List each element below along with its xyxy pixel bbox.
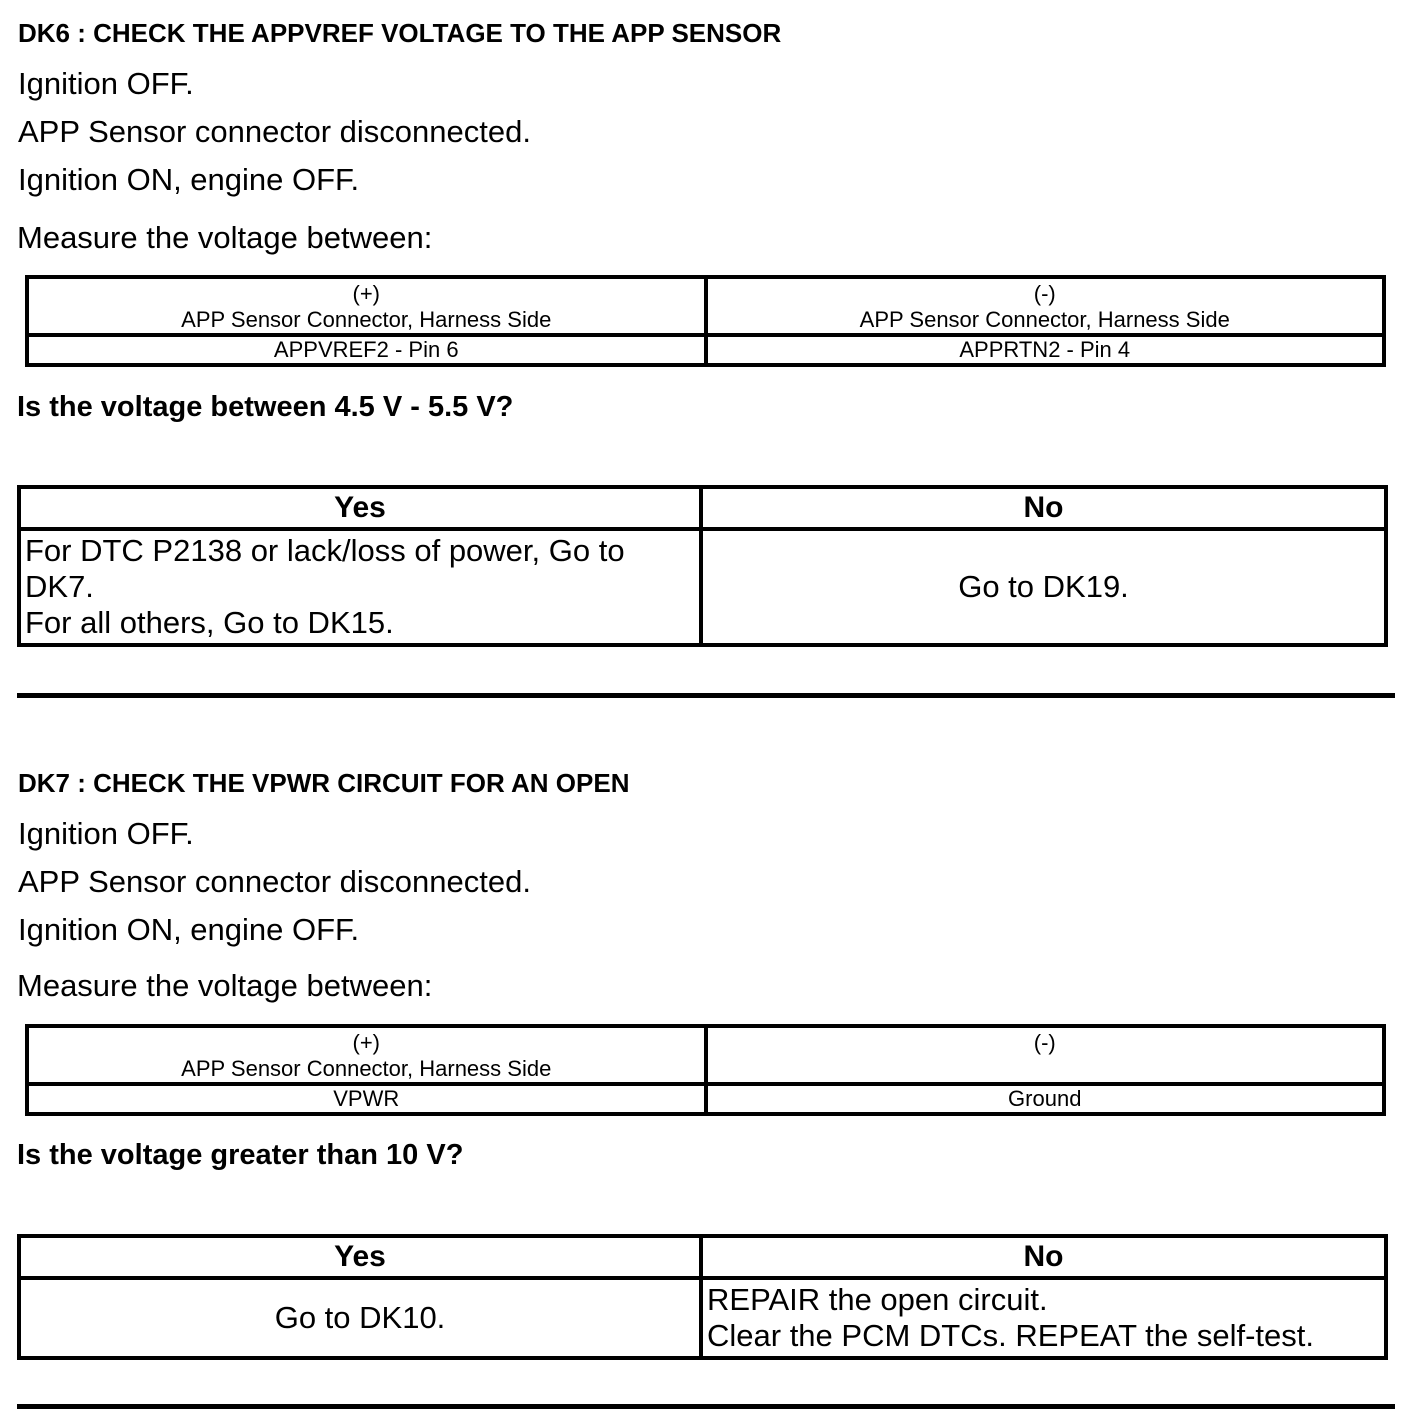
dk6-yes-line-2: DK7.	[25, 569, 94, 604]
dk6-positive-symbol: (+)	[352, 281, 380, 306]
dk7-no-line-2: Clear the PCM DTCs. REPEAT the self-test.	[707, 1318, 1314, 1353]
dk7-heading: DK7 : CHECK THE VPWR CIRCUIT FOR AN OPEN	[18, 768, 630, 798]
dk7-step-1: Ignition OFF.	[18, 816, 194, 851]
section-divider	[17, 693, 1395, 698]
dk7-yes-line-1: Go to DK10.	[274, 1300, 446, 1335]
dk7-measure-value-row	[27, 1084, 1384, 1114]
dk7-positive-symbol: (+)	[352, 1030, 380, 1055]
dk7-measure-table	[25, 1024, 1386, 1116]
dk6-positive-label: APP Sensor Connector, Harness Side	[181, 307, 552, 332]
dk6-measure-value-row	[27, 335, 1384, 365]
dk6-no-header: No	[701, 487, 1386, 529]
dk6-negative-symbol: (-)	[1033, 281, 1056, 306]
dk6-measure-intro: Measure the voltage between:	[17, 220, 433, 255]
dk7-no-line-1: REPAIR the open circuit.	[707, 1282, 1048, 1317]
dk6-negative-terminal-cell	[706, 277, 1385, 335]
dk7-positive-value: VPWR	[27, 1084, 706, 1114]
dk6-result-header-row	[19, 487, 1386, 529]
dk7-step-2: APP Sensor connector disconnected.	[18, 864, 531, 899]
dk7-result-row	[19, 1278, 1386, 1358]
dk6-result-table	[17, 485, 1388, 647]
dk6-yes-line-1: For DTC P2138 or lack/loss of power, Go to	[25, 533, 625, 568]
dk7-negative-value: Ground	[706, 1084, 1385, 1114]
dk6-question: Is the voltage between 4.5 V - 5.5 V?	[17, 391, 514, 423]
dk6-step-1: Ignition OFF.	[18, 66, 194, 101]
dk6-heading: DK6 : CHECK THE APPVREF VOLTAGE TO THE APP SENSOR	[18, 18, 782, 48]
dk6-step-3: Ignition ON, engine OFF.	[18, 162, 360, 197]
dk6-negative-value: APPRTN2 - Pin 4	[706, 335, 1385, 365]
dk6-result-row	[19, 529, 1386, 645]
dk7-no-action	[701, 1278, 1386, 1358]
bottom-divider	[17, 1404, 1395, 1409]
dk7-measure-header-row	[27, 1026, 1384, 1084]
dk7-negative-symbol: (-)	[1033, 1030, 1056, 1055]
dk6-no-line-1: Go to DK19.	[958, 569, 1129, 604]
dk6-no-action	[701, 529, 1386, 645]
dk6-positive-terminal-cell	[27, 277, 706, 335]
dk7-step-3: Ignition ON, engine OFF.	[18, 912, 360, 947]
dk7-result-header-row	[19, 1236, 1386, 1278]
dk6-measure-table	[25, 275, 1386, 367]
dk6-negative-label: APP Sensor Connector, Harness Side	[859, 307, 1230, 332]
dk6-positive-value: APPVREF2 - Pin 6	[27, 335, 706, 365]
dk7-yes-header: Yes	[19, 1236, 701, 1278]
dk6-yes-header: Yes	[19, 487, 701, 529]
dk6-yes-action	[19, 529, 701, 645]
dk6-measure-header-row	[27, 277, 1384, 335]
dk7-no-header: No	[701, 1236, 1386, 1278]
dk7-negative-terminal-cell	[706, 1026, 1385, 1084]
dk6-yes-line-3: For all others, Go to DK15.	[25, 605, 394, 640]
dk7-positive-terminal-cell	[27, 1026, 706, 1084]
dk7-yes-action	[19, 1278, 701, 1358]
dk6-step-2: APP Sensor connector disconnected.	[18, 114, 531, 149]
dk7-question: Is the voltage greater than 10 V?	[17, 1139, 464, 1171]
dk7-positive-label: APP Sensor Connector, Harness Side	[181, 1056, 552, 1081]
dk7-result-table	[17, 1234, 1388, 1360]
dk7-measure-intro: Measure the voltage between:	[17, 968, 433, 1003]
